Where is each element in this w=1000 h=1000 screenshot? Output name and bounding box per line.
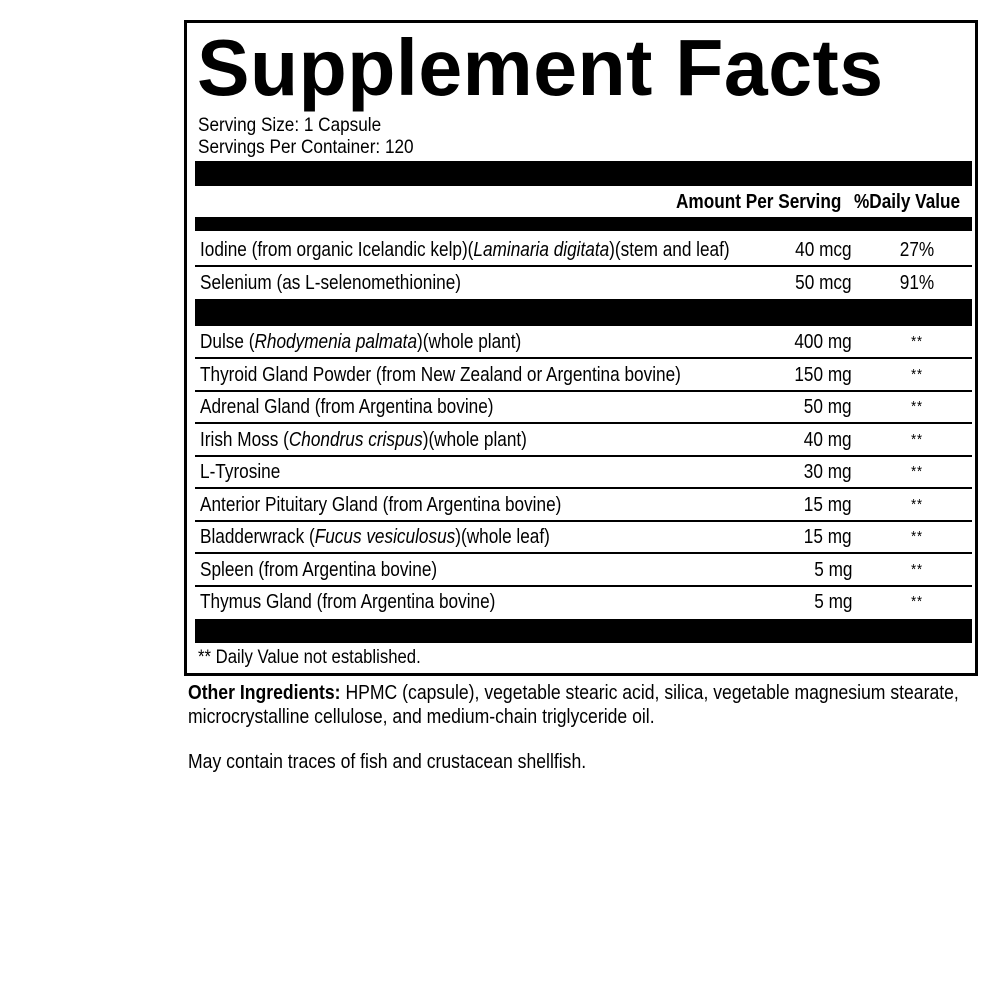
ingredient-amount: 5 mg [813, 558, 852, 581]
ingredient-amount: 5 mg [813, 591, 852, 613]
ingredient-daily-value: ** [911, 430, 923, 448]
ingredient-name [200, 395, 494, 419]
ingredient-name-suffix: )(whole leaf) [455, 526, 550, 548]
ingredient-name-text: L-Tyrosine [200, 461, 281, 483]
ingredient-amount: 150 mg [794, 363, 852, 386]
ingredient-name [200, 558, 437, 582]
ingredient-name [200, 271, 461, 295]
table-row [195, 424, 972, 457]
allergen-warning: May contain traces of fish and crustacean shellfish. [188, 751, 587, 773]
table-row [195, 586, 972, 617]
thick-divider [195, 217, 972, 231]
ingredient-name-suffix: )(whole plant) [422, 428, 527, 451]
table-row [195, 521, 972, 554]
ingredient-name-text: Selenium (as L-selenomethionine) [200, 271, 462, 294]
ingredient-name-text: Anterior Pituitary Gland (from Argentina bovine) [200, 493, 562, 516]
ingredient-daily-value: ** [911, 333, 923, 350]
ingredient-name-text: Spleen (from Argentina bovine) [200, 558, 438, 581]
ingredient-name [200, 363, 681, 387]
ingredient-latin-name: Rhodymenia palmata [254, 331, 418, 353]
panel-title: Supplement Facts [197, 23, 884, 112]
ingredient-daily-value: ** [911, 593, 923, 610]
ingredient-daily-value: ** [911, 463, 923, 480]
thick-divider [195, 619, 972, 643]
ingredient-name [200, 460, 280, 484]
header-amount-per-serving: Amount Per Serving [676, 191, 842, 213]
ingredient-name [200, 525, 550, 549]
daily-value-footnote: ** Daily Value not established. [198, 647, 421, 668]
table-row [195, 456, 972, 489]
table-row [195, 554, 972, 587]
ingredient-name-text: Irish Moss ( [200, 428, 289, 451]
ingredient-name-suffix: )(stem and leaf) [609, 239, 730, 261]
other-ingredients [188, 681, 962, 729]
thick-divider [195, 299, 972, 326]
ingredient-latin-name: Laminaria digitata [473, 239, 610, 261]
table-row [195, 267, 972, 298]
ingredient-daily-value: 27% [899, 239, 935, 261]
servings-per-container: Servings Per Container: 120 [198, 136, 414, 158]
ingredient-amount: 50 mcg [795, 271, 852, 294]
ingredient-daily-value: ** [911, 398, 923, 415]
ingredient-latin-name: Fucus vesiculosus [314, 526, 456, 548]
ingredient-name [200, 590, 495, 614]
ingredient-amount: 40 mcg [795, 239, 852, 261]
ingredient-name-text: Thyroid Gland Powder (from New Zealand or Argentina bovine) [200, 363, 681, 386]
ingredient-name [200, 493, 561, 517]
ingredient-name [200, 330, 521, 354]
ingredient-daily-value: 91% [899, 271, 935, 294]
table-row [195, 359, 972, 392]
ingredient-latin-name: Chondrus crispus [288, 428, 423, 451]
ingredient-daily-value: ** [911, 560, 923, 578]
serving-size: Serving Size: 1 Capsule [198, 114, 382, 136]
ingredient-amount: 400 mg [794, 331, 852, 353]
ingredient-amount: 15 mg [804, 526, 852, 548]
other-ingredients-label: Other Ingredients: [188, 682, 341, 704]
ingredient-name-text: Iodine (from organic Icelandic kelp)( [200, 239, 474, 261]
ingredient-name [200, 428, 527, 452]
ingredient-name-suffix: )(whole plant) [417, 331, 522, 353]
ingredient-name-text: Bladderwrack ( [200, 526, 315, 548]
ingredient-name [200, 238, 730, 262]
other-ingredients-text: HPMC (capsule), vegetable stearic acid, silica, vegetable magnesium stearate, microcrystalline cellulose, and medium-chain triglyceride oil. [188, 682, 959, 728]
table-row [195, 326, 972, 359]
ingredient-amount: 15 mg [804, 493, 852, 516]
ingredient-daily-value: ** [911, 365, 923, 383]
ingredient-name-text: Dulse ( [200, 331, 255, 353]
ingredient-amount: 50 mg [804, 396, 852, 418]
ingredient-name-text: Thymus Gland (from Argentina bovine) [200, 591, 496, 613]
table-row [195, 234, 972, 267]
ingredient-amount: 30 mg [804, 461, 852, 483]
ingredient-amount: 40 mg [804, 428, 852, 451]
table-row [195, 489, 972, 522]
ingredient-daily-value: ** [911, 528, 923, 545]
supplement-facts-panel [184, 20, 978, 676]
ingredient-daily-value: ** [911, 495, 923, 513]
thick-divider [195, 161, 972, 186]
ingredient-name-text: Adrenal Gland (from Argentina bovine) [200, 396, 494, 418]
header-daily-value: %Daily Value [854, 191, 961, 213]
table-row [195, 391, 972, 424]
